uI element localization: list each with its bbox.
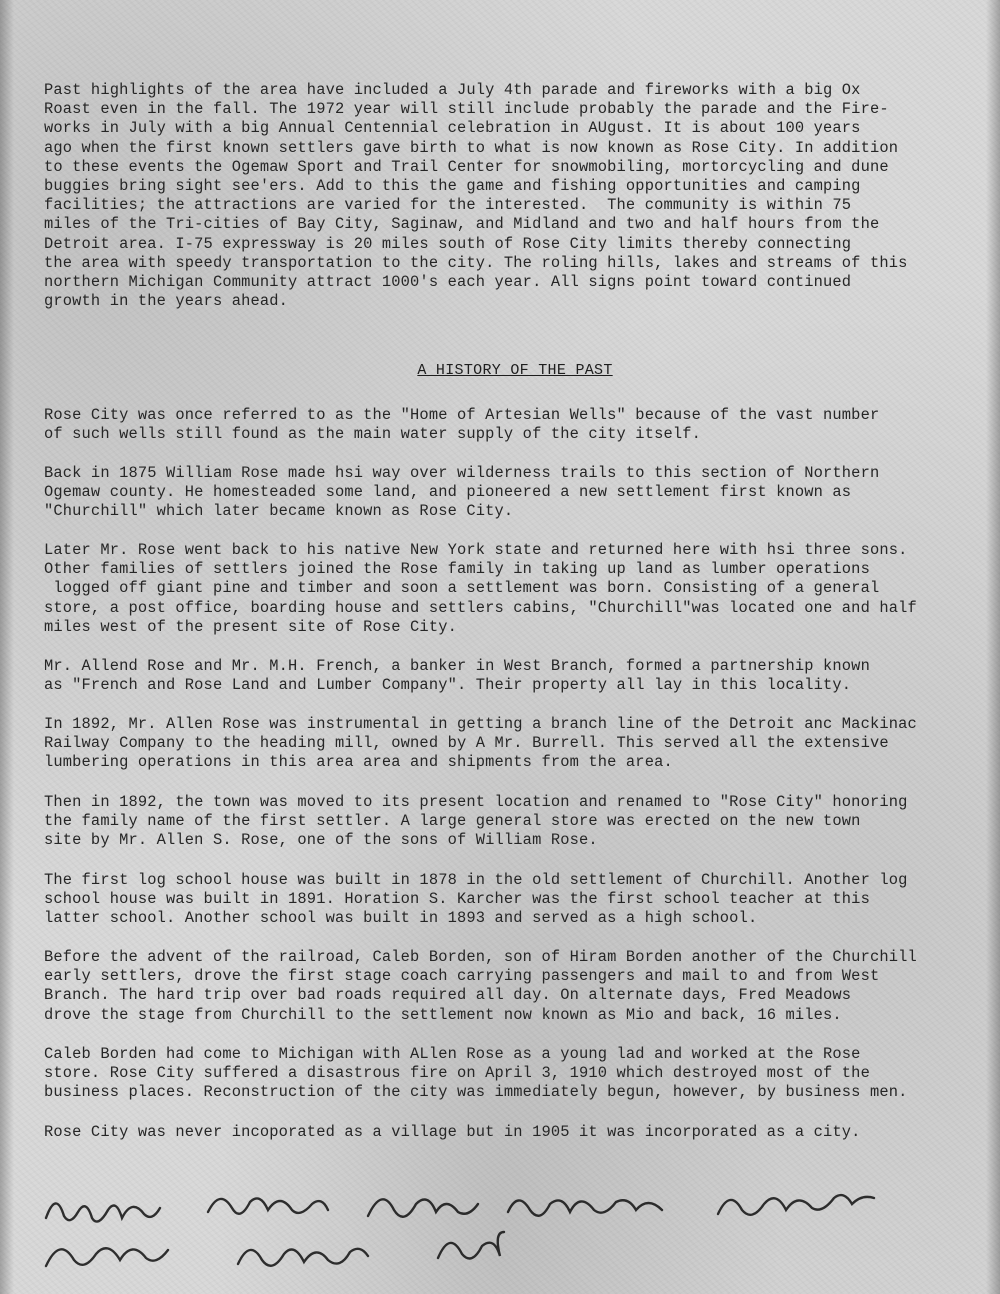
text-line: "Churchill" which later became known as Rose City. — [44, 502, 514, 521]
text-line: miles west of the present site of Rose City. — [44, 617, 457, 636]
text-line: Branch. The hard trip over bad roads required all day. On alternate days, Fred Meadows — [44, 986, 852, 1005]
text-line: site by Mr. Allen S. Rose, one of the sons of William Rose. — [44, 831, 598, 850]
handwritten-note — [38, 1160, 968, 1280]
history-paragraph — [44, 871, 969, 929]
text-line: In 1892, Mr. Allen Rose was instrumental in getting a branch line of the Detroit anc Mackinac — [44, 715, 917, 733]
text-line: Later Mr. Rose went back to his native New York state and returned here with hsi three sons. — [44, 541, 908, 559]
text-line: store, a post office, boarding house and settlers cabins, "Churchill"was located one and half — [44, 598, 917, 617]
text-line: miles of the Tri-cities of Bay City, Saginaw, and Midland and two and half hours from the — [44, 215, 880, 234]
text-line: facilities; the attractions are varied for the interested. The community is within 75 — [44, 196, 852, 215]
handwritten-note-line1 — [46, 1219, 49, 1220]
history-paragraph — [44, 948, 969, 1025]
intro-paragraph — [44, 81, 969, 311]
history-paragraph — [44, 1123, 969, 1142]
text-line: as "French and Rose Land and Lumber Company". Their property all lay in this locality. — [44, 676, 852, 695]
text-line: Ogemaw county. He homesteaded some land, and pioneered a new settlement first known as — [44, 483, 852, 502]
section-heading-text: A HISTORY OF THE PAST — [417, 362, 613, 379]
text-line: Mr. Allend Rose and Mr. M.H. French, a banker in West Branch, formed a partnership known — [44, 657, 870, 675]
history-paragraph — [44, 657, 969, 695]
history-paragraph — [44, 541, 969, 637]
text-line: Railway Company to the heading mill, owned by A Mr. Burrell. This served all the extensive — [44, 734, 889, 753]
text-line: Then in 1892, the town was moved to its present location and renamed to "Rose City" honoring — [44, 793, 908, 811]
text-line: Other families of settlers joined the Rose family in taking up land as lumber operations — [44, 560, 870, 579]
text-line: northern Michigan Community attract 1000's each year. All signs point toward continued — [44, 272, 852, 291]
text-line: Detroit area. I-75 expressway is 20 miles south of Rose City limits thereby connecting — [44, 234, 852, 253]
text-line: Past highlights of the area have included a July 4th parade and fireworks with a big Ox — [44, 81, 861, 99]
history-paragraph — [44, 406, 969, 444]
text-line: lumbering operations in this area area and shipments from the area. — [44, 753, 673, 772]
text-line: latter school. Another school was built in 1893 and served as a high school. — [44, 909, 758, 928]
text-line: The first log school house was built in 1878 in the old settlement of Churchill. Another log — [44, 871, 908, 889]
text-line: to these events the Ogemaw Sport and Trail Center for snowmobiling, mortorcycling and dune — [44, 157, 889, 176]
history-paragraph — [44, 793, 969, 851]
scan-shadow-left — [0, 0, 14, 1294]
text-line: business places. Reconstruction of the city was immediately begun, however, by business men. — [44, 1083, 908, 1102]
text-line: Roast even in the fall. The 1972 year will still include probably the parade and the Fire- — [44, 100, 889, 119]
text-line: works in July with a big Annual Centennial celebration in AUgust. It is about 100 years — [44, 119, 861, 138]
text-line: early settlers, drove the first stage coach carrying passengers and mail to and from West — [44, 967, 880, 986]
text-line: Before the advent of the railroad, Caleb Borden, son of Hiram Borden another of the Churchill — [44, 948, 917, 966]
text-line: logged off giant pine and timber and soon a settlement was born. Consisting of a general — [44, 579, 880, 598]
text-line: Rose City was never incoporated as a village but in 1905 it was incorporated as a city. — [44, 1123, 861, 1141]
text-line: Back in 1875 William Rose made hsi way over wilderness trails to this section of Northern — [44, 464, 880, 482]
history-paragraph — [44, 1045, 969, 1103]
text-line: Caleb Borden had come to Michigan with ALlen Rose as a young lad and worked at the Rose — [44, 1045, 861, 1063]
text-line: school house was built in 1891. Horation S. Karcher was the first school teacher at this — [44, 890, 870, 909]
text-line: buggies bring sight see'ers. Add to this the game and fishing opportunities and camping — [44, 176, 861, 195]
history-paragraph — [44, 715, 969, 773]
text-line: the family name of the first settler. A large general store was erected on the new town — [44, 812, 861, 831]
section-heading — [0, 362, 1000, 379]
text-line: store. Rose City suffered a disastrous fire on April 3, 1910 which destroyed most of the — [44, 1064, 870, 1083]
history-paragraph — [44, 464, 969, 522]
text-line: Rose City was once referred to as the "Home of Artesian Wells" because of the vast number — [44, 406, 880, 424]
text-line: ago when the first known settlers gave birth to what is now known as Rose City. In addition — [44, 138, 899, 157]
text-line: growth in the years ahead. — [44, 292, 289, 311]
scan-shadow-right — [986, 0, 1000, 1294]
text-line: drove the stage from Churchill to the settlement now known as Mio and back, 16 miles. — [44, 1005, 842, 1024]
text-line: of such wells still found as the main water supply of the city itself. — [44, 425, 702, 444]
text-line: the area with speedy transportation to the city. The roling hills, lakes and streams of this — [44, 253, 908, 272]
